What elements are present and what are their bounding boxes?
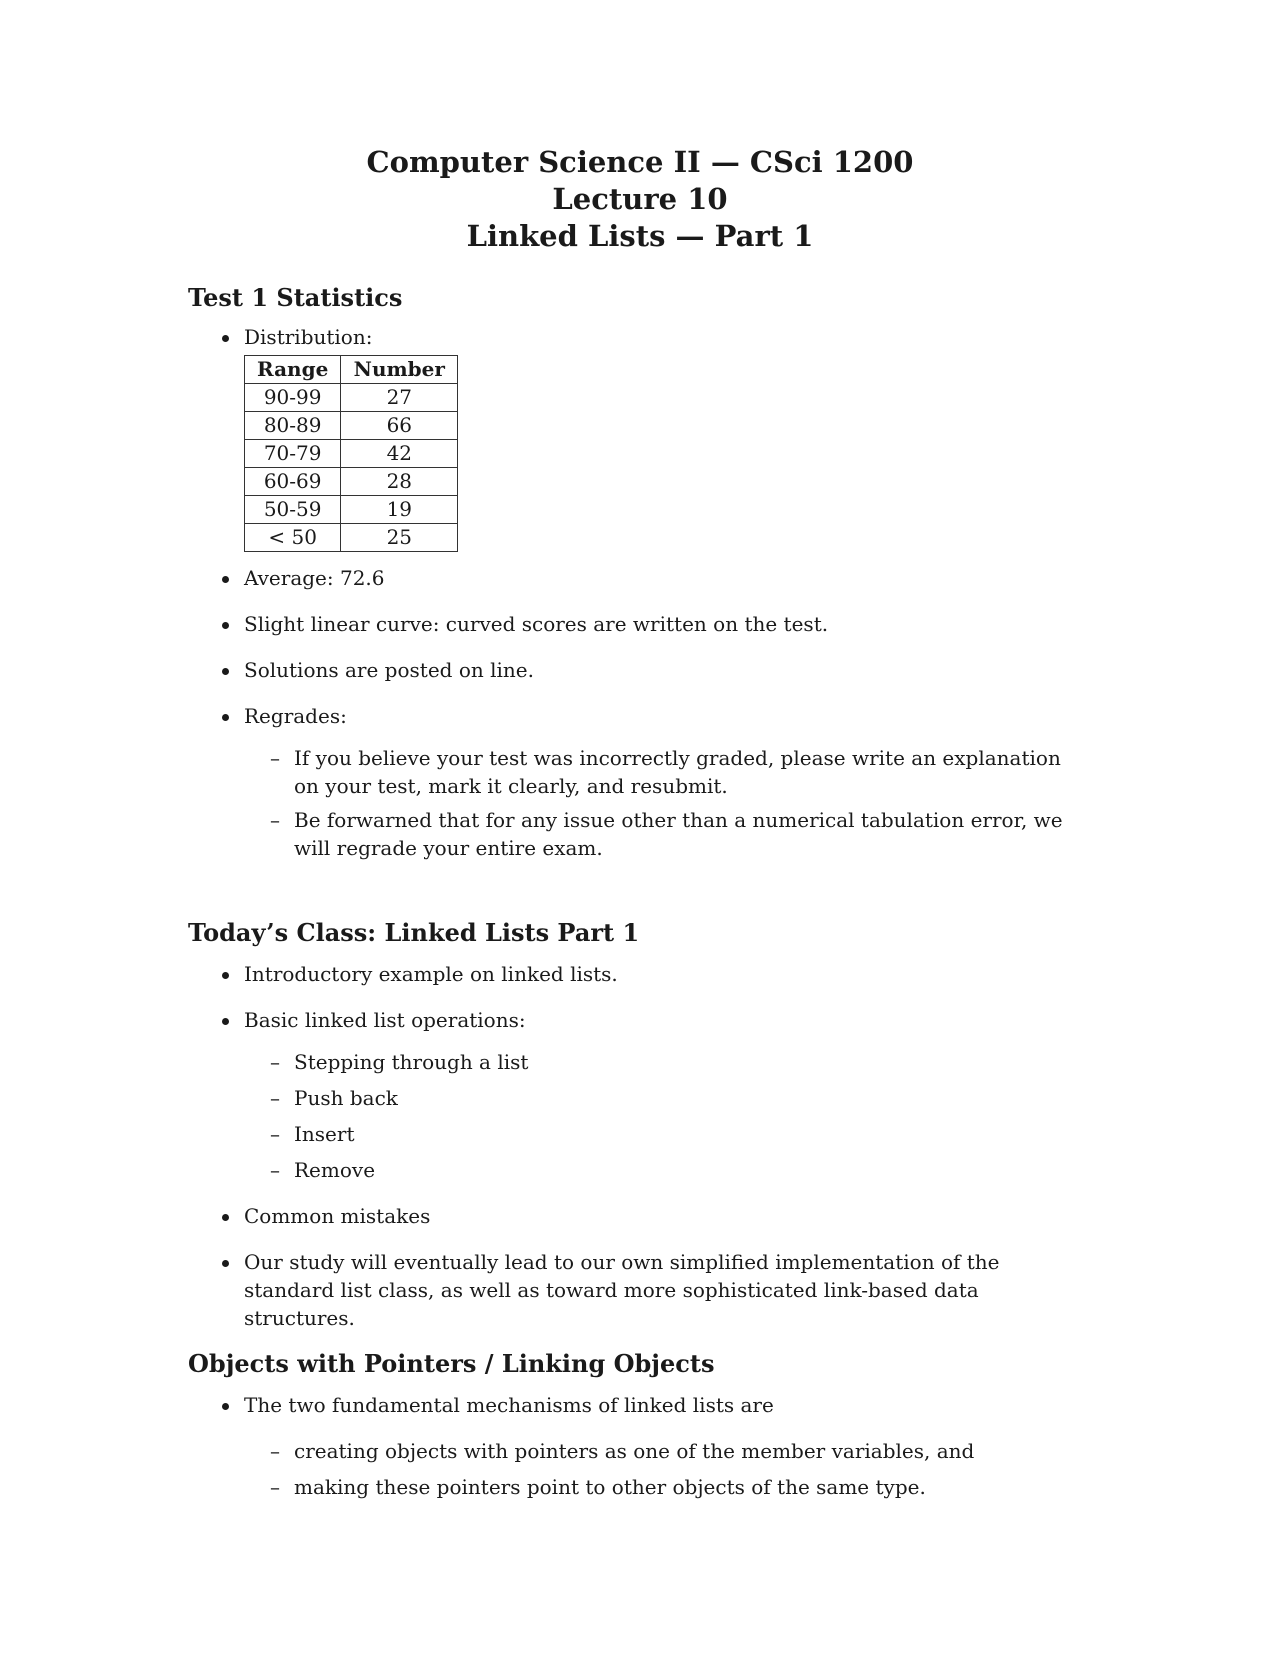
basic-ops-sublist — [188, 1048, 1088, 1184]
table-header-row — [245, 356, 458, 384]
bullet-icon — [222, 1018, 229, 1025]
dash-icon: – — [270, 1475, 280, 1499]
bullet-list — [188, 1202, 1088, 1332]
bullet-list — [188, 564, 1088, 730]
operation-text: Insert — [294, 1122, 355, 1146]
operation-text: Remove — [294, 1158, 376, 1182]
table-row — [245, 496, 458, 524]
list-item — [188, 1048, 1088, 1076]
bullet-icon — [222, 1260, 229, 1267]
dash-icon: – — [270, 1439, 280, 1463]
curve-text: Slight linear curve: curved scores are written on the test. — [244, 612, 829, 636]
bullet-icon — [222, 714, 229, 721]
bullet-icon — [222, 1214, 229, 1221]
table-row — [245, 412, 458, 440]
list-item-basic-ops — [188, 1006, 1088, 1034]
bullet-icon — [222, 622, 229, 629]
list-item-solutions — [188, 656, 1088, 684]
dash-icon: – — [270, 1086, 280, 1110]
number-cell: 25 — [341, 524, 458, 552]
mechanism-text: creating objects with pointers as one of the member variables, and — [294, 1439, 975, 1463]
list-item — [188, 1120, 1088, 1148]
list-item — [188, 1473, 1088, 1501]
range-cell: 50-59 — [245, 496, 341, 524]
list-item-distribution — [188, 323, 1088, 351]
range-cell: 90-99 — [245, 384, 341, 412]
list-item — [188, 1156, 1088, 1184]
number-cell: 28 — [341, 468, 458, 496]
section-heading: Today’s Class: Linked Lists Part 1 — [188, 918, 640, 947]
lecture-topic: Linked Lists — Part 1 — [466, 219, 814, 253]
mechanisms-sublist — [188, 1437, 1088, 1501]
dash-icon: – — [270, 746, 280, 770]
section-todays-class — [188, 918, 1088, 1332]
list-item — [188, 1437, 1088, 1465]
mechanisms-label: The two fundamental mechanisms of linked lists are — [244, 1393, 774, 1417]
regrades-label: Regrades: — [244, 704, 347, 728]
mechanism-text: making these pointers point to other objects of the same type. — [294, 1475, 926, 1499]
study-text: Our study will eventually lead to our own simplified implementation of the standard list class, as well as toward more sophisticated link-based data structures. — [244, 1250, 1000, 1330]
section-heading: Objects with Pointers / Linking Objects — [188, 1349, 715, 1378]
regrade-text: Be forwarned that for any issue other than a numerical tabulation error, we will regrade your entire exam. — [294, 808, 1063, 860]
regrades-sublist — [188, 744, 1088, 862]
operation-text: Push back — [294, 1086, 398, 1110]
lecture-number: Lecture 10 — [552, 182, 728, 216]
number-cell: 42 — [341, 440, 458, 468]
course-title: Computer Science II — CSci 1200 — [366, 145, 914, 179]
list-item-intro — [188, 960, 1088, 988]
intro-text: Introductory example on linked lists. — [244, 962, 618, 986]
list-item-average — [188, 564, 1088, 592]
dash-icon: – — [270, 808, 280, 832]
number-cell: 66 — [341, 412, 458, 440]
bullet-list — [188, 323, 1088, 351]
operation-text: Stepping through a list — [294, 1050, 529, 1074]
list-item-study — [188, 1248, 1088, 1332]
dash-icon: – — [270, 1122, 280, 1146]
distribution-table — [244, 355, 458, 552]
average-text: Average: 72.6 — [244, 566, 385, 590]
range-cell: 70-79 — [245, 440, 341, 468]
section-objects-with-pointers — [188, 1349, 1088, 1501]
table-row — [245, 468, 458, 496]
document-title — [0, 144, 1280, 255]
list-item — [188, 744, 1088, 800]
bullet-icon — [222, 668, 229, 675]
bullet-list — [188, 960, 1088, 1034]
bullet-list — [188, 1391, 1088, 1419]
list-item-mechanisms — [188, 1391, 1088, 1419]
regrade-text: If you believe your test was incorrectly graded, please write an explanation on your test, mark it clearly, and resubmit. — [294, 746, 1061, 798]
dash-icon: – — [270, 1050, 280, 1074]
list-item — [188, 1084, 1088, 1112]
range-cell: 80-89 — [245, 412, 341, 440]
bullet-icon — [222, 1403, 229, 1410]
table-row — [245, 524, 458, 552]
number-cell: 27 — [341, 384, 458, 412]
range-cell: 60-69 — [245, 468, 341, 496]
list-item-curve — [188, 610, 1088, 638]
distribution-label: Distribution: — [244, 325, 373, 349]
table-row — [245, 384, 458, 412]
dash-icon: – — [270, 1158, 280, 1182]
solutions-text: Solutions are posted on line. — [244, 658, 534, 682]
section-heading: Test 1 Statistics — [188, 283, 403, 312]
list-item-mistakes — [188, 1202, 1088, 1230]
bullet-icon — [222, 576, 229, 583]
bullet-icon — [222, 972, 229, 979]
section-test-statistics — [188, 283, 1088, 862]
list-item-regrades — [188, 702, 1088, 730]
mistakes-text: Common mistakes — [244, 1204, 431, 1228]
table-row — [245, 440, 458, 468]
range-cell: < 50 — [245, 524, 341, 552]
bullet-icon — [222, 335, 229, 342]
basic-ops-label: Basic linked list operations: — [244, 1008, 526, 1032]
column-header-range: Range — [245, 356, 341, 384]
column-header-number: Number — [341, 356, 458, 384]
list-item — [188, 806, 1088, 862]
number-cell: 19 — [341, 496, 458, 524]
